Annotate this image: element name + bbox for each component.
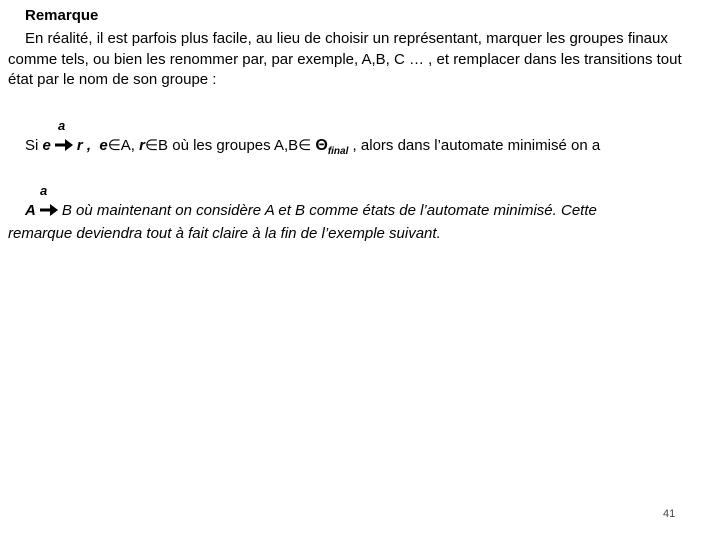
cond-r: r xyxy=(139,137,145,154)
theta-subscript: final xyxy=(327,146,349,157)
state-r: r , xyxy=(76,137,92,154)
state-A: A xyxy=(25,202,36,219)
in-B-text: ∈B où les groupes A,B∈ xyxy=(144,137,316,154)
transition-line-1 xyxy=(25,137,600,161)
heading: Remarque xyxy=(25,7,99,24)
suffix-text: , alors dans l’automate minimisé on a xyxy=(348,137,601,154)
state-e: e xyxy=(42,137,51,154)
page-number: 41 xyxy=(663,508,676,520)
transition-line-2 xyxy=(25,202,597,222)
right-arrow-icon xyxy=(39,203,59,222)
transition-label-2: a xyxy=(40,183,48,198)
transition-2-text: B où maintenant on considère A et B comme états de l’automate minimisé. Cette xyxy=(61,202,597,219)
cond-e: e xyxy=(99,137,108,154)
transition-label: a xyxy=(58,118,66,133)
transition-2-continuation: remarque deviendra tout à fait claire à la fin de l’exemple suivant. xyxy=(8,225,441,242)
in-A-text: ∈A, xyxy=(107,137,140,154)
right-arrow-icon xyxy=(54,138,74,157)
prefix-text: Si xyxy=(25,137,43,154)
paragraph: En réalité, il est parfois plus facile, au lieu de choisir un représentant, marquer les groupes finaux comme tels, ou bien les renommer par, par exemple, A,B, C … , et remplacer dans les transitions tout état par le nom de son groupe : xyxy=(8,30,682,88)
theta-symbol: Θ xyxy=(315,137,328,154)
